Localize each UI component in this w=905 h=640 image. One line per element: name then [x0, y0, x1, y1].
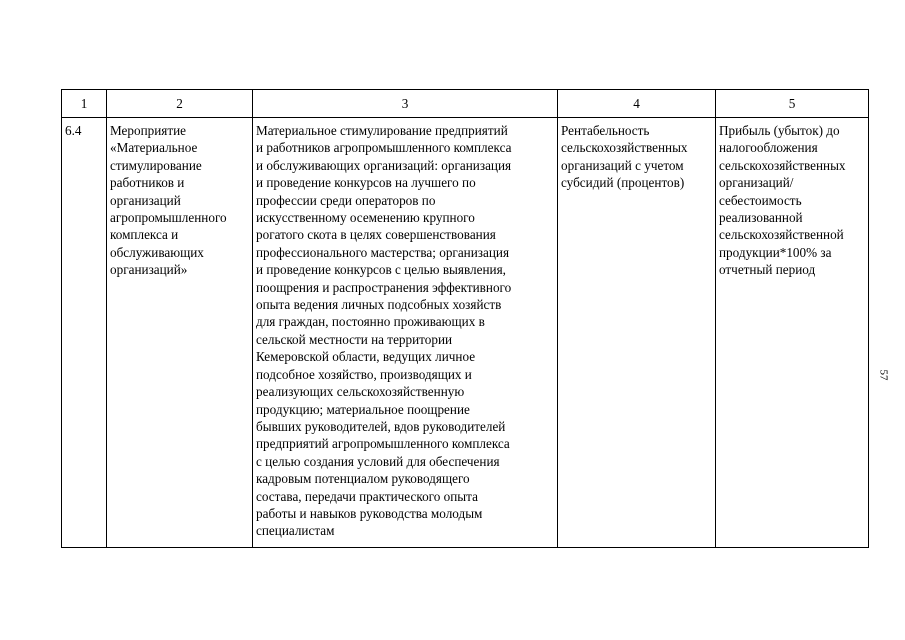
header-cell-3: 3 [253, 90, 558, 118]
header-cell-5: 5 [716, 90, 869, 118]
indicator-formula-cell [716, 118, 869, 548]
header-row [62, 90, 869, 118]
indicators-table [61, 89, 869, 548]
measure-name-cell [107, 118, 253, 548]
table-header [62, 90, 869, 118]
header-cell-1: 1 [62, 90, 107, 118]
table-body [62, 118, 869, 548]
page-number: 57 [877, 369, 890, 381]
measure-description: Материальное стимулирование предприятий и работников агропромышленного комплекса и обслуживающих организаций: организация и проведение конкурсов на лучшего по профессии среди операторов по искусственному осеменению крупного рогатого скота в целях совершенствования профессионального мастерства; организация и проведение конкурсов с целью выявления, поощрения и распространения эффективного опыта ведения личных подсобных хозяйств для граждан, постоянно проживающих в сельской местности на территории Кемеровской области, ведущих личное подсобное хозяйство, производящих и реализующих сельскохозяйственную продукцию; материальное поощрение бывших руководителей, вдов руководителей предприятий агропромышленного комплекса с целью создания условий для обеспечения кадровым потенциалом руководящего состава, передачи практического опыта работы и навыков руководства молодым специалистам [256, 123, 512, 539]
indicator-name: Рентабельность сельскохозяйственных организаций с учетом субсидий (процентов) [561, 123, 688, 191]
header-cell-4: 4 [558, 90, 716, 118]
table-row [62, 118, 869, 548]
row-number-cell [62, 118, 107, 548]
measure-description-cell [253, 118, 558, 548]
measure-name: Мероприятие «Материальное стимулирование работников и организаций агропромышленного комплекса и обслуживающих организаций» [110, 123, 227, 278]
indicator-formula: Прибыль (убыток) до налогообложения сельскохозяйственных организаций/ себестоимость реализованной сельскохозяйственной продукции*100% за отчетный период [719, 123, 846, 278]
header-cell-2: 2 [107, 90, 253, 118]
row-number: 6.4 [65, 123, 82, 138]
indicator-name-cell [558, 118, 716, 548]
